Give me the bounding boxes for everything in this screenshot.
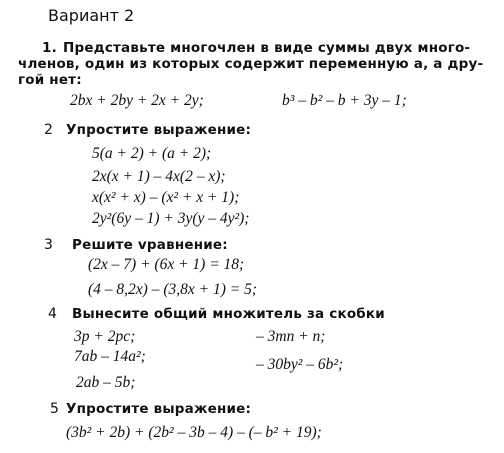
task-4-expression-left-2: 7ab – 14a²; [74, 348, 146, 365]
task-4-expression-left-1: 3p + 2pc; [74, 328, 136, 345]
task-2-expression-3: x(x² + x) – (x² + x + 1); [92, 189, 240, 206]
task-1-expression-2: b³ – b² – b + 3y – 1; [282, 92, 407, 109]
variant-title: Вариант 2 [48, 6, 135, 25]
task-2-number: 2 [44, 122, 53, 138]
task-3-expression-2: (4 – 8,2x) – (3,8x + 1) = 5; [88, 281, 257, 298]
task-4-number: 4 [48, 306, 57, 322]
task-5-number: 5 [50, 401, 59, 417]
task-4-expression-right-2: – 30by² – 6b²; [256, 356, 344, 373]
task-1-number: 1. [42, 40, 57, 56]
task-4-expression-left-3: 2ab – 5b; [76, 374, 136, 391]
task-1-text-line-1: Представьте многочлен в виде суммы двух много- [63, 40, 471, 56]
task-4-title: Вынесите общий множитель за скобки [72, 306, 385, 322]
task-1-text-line-3: гой нет: [18, 72, 82, 88]
task-5-expression-1: (3b² + 2b) + (2b² – 3b – 4) – (– b² + 19); [66, 424, 322, 441]
task-4-expression-right-1: – 3mn + n; [256, 328, 326, 345]
task-3-number: 3 [44, 237, 53, 253]
task-2-expression-4: 2y²(6y – 1) + 3y(y – 4y²); [92, 210, 250, 227]
task-3-title: Решите vравнение: [72, 237, 228, 253]
task-1-text-line-2: членов, один из которых содержит переменную a, а дру- [18, 56, 484, 72]
task-2-expression-1: 5(a + 2) + (a + 2); [92, 145, 212, 162]
task-2-title: Упростите выражение: [66, 122, 252, 138]
task-3-expression-1: (2x – 7) + (6x + 1) = 18; [88, 256, 245, 273]
task-2-expression-2: 2x(x + 1) – 4x(2 – x); [92, 168, 226, 185]
task-5-title: Упростите выражение: [66, 401, 252, 417]
task-1-expression-1: 2bx + 2by + 2x + 2y; [70, 92, 204, 109]
